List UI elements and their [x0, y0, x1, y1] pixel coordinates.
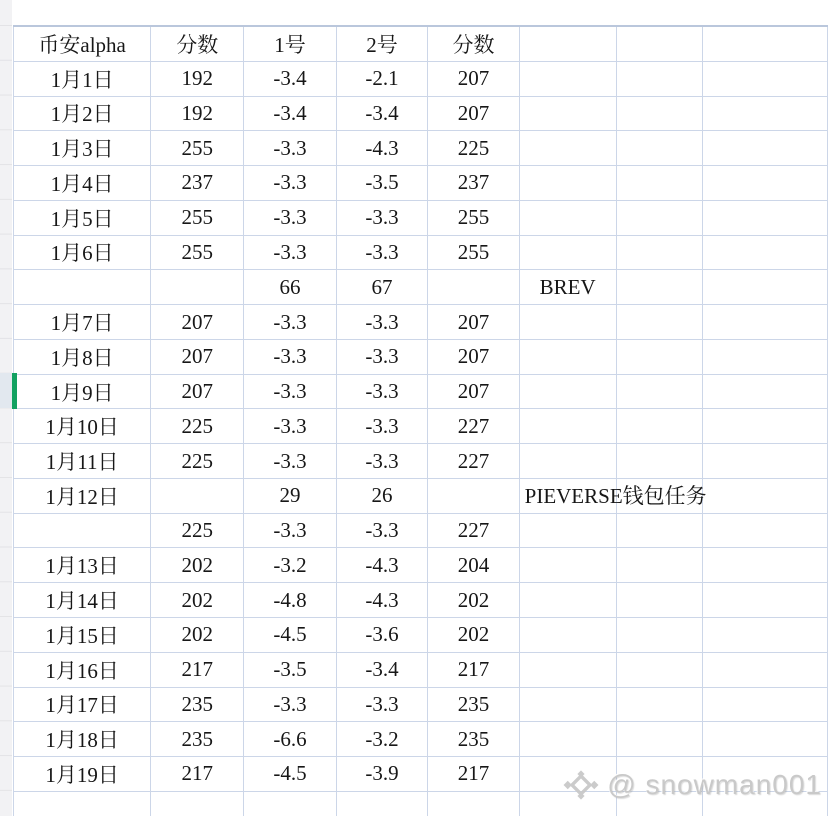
- date-cell[interactable]: 1月18日: [14, 722, 151, 757]
- table-cell[interactable]: -3.3: [336, 374, 428, 409]
- table-cell[interactable]: -4.5: [244, 618, 336, 653]
- table-row: [14, 166, 828, 201]
- table-cell[interactable]: 207: [428, 96, 519, 131]
- table-row: [14, 200, 828, 235]
- table-cell[interactable]: [519, 200, 616, 235]
- date-cell[interactable]: 1月11日: [14, 444, 151, 479]
- table-cell[interactable]: 237: [151, 166, 244, 201]
- table-row: [14, 478, 828, 513]
- table-cell[interactable]: -6.6: [244, 722, 336, 757]
- table-cell[interactable]: -3.5: [244, 652, 336, 687]
- table-cell[interactable]: [702, 513, 827, 548]
- table-row: [14, 409, 828, 444]
- table-body: [14, 61, 828, 816]
- table-cell[interactable]: -3.3: [336, 235, 428, 270]
- table-cell[interactable]: [616, 444, 702, 479]
- table-cell[interactable]: [616, 96, 702, 131]
- table-row: [14, 339, 828, 374]
- table-cell[interactable]: 192: [151, 96, 244, 131]
- table-cell[interactable]: BREV: [519, 270, 616, 305]
- table-cell[interactable]: [519, 339, 616, 374]
- table-cell[interactable]: 67: [336, 270, 428, 305]
- table-cell[interactable]: -3.3: [244, 131, 336, 166]
- table-cell[interactable]: -4.5: [244, 757, 336, 792]
- table-cell[interactable]: [702, 131, 827, 166]
- table-cell[interactable]: -3.3: [336, 444, 428, 479]
- date-cell[interactable]: 1月14日: [14, 583, 151, 618]
- table-header: [14, 26, 828, 61]
- table-cell[interactable]: 29: [244, 478, 336, 513]
- table-cell[interactable]: [616, 513, 702, 548]
- table-cell[interactable]: [151, 270, 244, 305]
- table-cell[interactable]: [519, 409, 616, 444]
- table-cell[interactable]: 217: [428, 652, 519, 687]
- table-cell[interactable]: [702, 270, 827, 305]
- date-cell[interactable]: 1月16日: [14, 652, 151, 687]
- table-cell[interactable]: -4.8: [244, 583, 336, 618]
- table-cell[interactable]: -3.3: [244, 166, 336, 201]
- table-cell[interactable]: [616, 409, 702, 444]
- table-cell[interactable]: [702, 96, 827, 131]
- table-cell[interactable]: -3.3: [244, 305, 336, 340]
- table-cell[interactable]: [616, 687, 702, 722]
- table-cell[interactable]: 235: [428, 722, 519, 757]
- table-cell[interactable]: [519, 548, 616, 583]
- table-cell[interactable]: [702, 444, 827, 479]
- column-header-cell[interactable]: [616, 26, 702, 61]
- table-cell[interactable]: 26: [336, 478, 428, 513]
- table-cell[interactable]: -4.3: [336, 583, 428, 618]
- table-row: [14, 61, 828, 96]
- table-cell[interactable]: [702, 618, 827, 653]
- table-cell[interactable]: -3.3: [244, 200, 336, 235]
- date-cell[interactable]: 1月2日: [14, 96, 151, 131]
- column-header-cell[interactable]: [519, 26, 616, 61]
- table-row: [14, 444, 828, 479]
- table-cell[interactable]: [702, 722, 827, 757]
- table-row: [14, 687, 828, 722]
- date-cell[interactable]: 1月15日: [14, 618, 151, 653]
- table-cell[interactable]: [428, 270, 519, 305]
- table-cell[interactable]: -3.2: [336, 722, 428, 757]
- table-cell[interactable]: -2.1: [336, 61, 428, 96]
- table-cell[interactable]: [616, 757, 702, 792]
- table-cell[interactable]: -3.3: [244, 339, 336, 374]
- table-cell[interactable]: [702, 409, 827, 444]
- date-cell[interactable]: [14, 270, 151, 305]
- table-cell[interactable]: [519, 444, 616, 479]
- table-cell[interactable]: [519, 687, 616, 722]
- spreadsheet-table: [13, 25, 828, 816]
- table-cell[interactable]: -3.3: [244, 687, 336, 722]
- table-row: [14, 618, 828, 653]
- date-cell[interactable]: 1月4日: [14, 166, 151, 201]
- date-cell[interactable]: [14, 513, 151, 548]
- table-cell[interactable]: -3.3: [336, 409, 428, 444]
- table-cell[interactable]: -3.4: [336, 96, 428, 131]
- date-cell[interactable]: 1月7日: [14, 305, 151, 340]
- table-cell[interactable]: 204: [428, 548, 519, 583]
- date-cell[interactable]: 1月3日: [14, 131, 151, 166]
- table-cell[interactable]: [336, 791, 428, 816]
- table-cell[interactable]: [702, 235, 827, 270]
- table-cell[interactable]: [519, 722, 616, 757]
- table-cell[interactable]: 202: [151, 583, 244, 618]
- date-cell[interactable]: 1月12日: [14, 478, 151, 513]
- table-cell[interactable]: 235: [151, 722, 244, 757]
- table-row: [14, 96, 828, 131]
- table-cell[interactable]: [244, 791, 336, 816]
- table-row: [14, 374, 828, 409]
- table-cell[interactable]: [428, 791, 519, 816]
- table-cell[interactable]: 225: [151, 513, 244, 548]
- table-cell[interactable]: -3.3: [244, 444, 336, 479]
- table-row: [14, 583, 828, 618]
- table-cell[interactable]: 207: [151, 339, 244, 374]
- table-row: [14, 513, 828, 548]
- table-row: [14, 791, 828, 816]
- table-cell[interactable]: 235: [428, 687, 519, 722]
- table-cell[interactable]: -3.4: [244, 61, 336, 96]
- table-cell[interactable]: -3.2: [244, 548, 336, 583]
- table-cell[interactable]: -3.5: [336, 166, 428, 201]
- table-cell[interactable]: 217: [428, 757, 519, 792]
- table-cell[interactable]: 255: [428, 235, 519, 270]
- table-cell[interactable]: -3.3: [336, 513, 428, 548]
- table-cell[interactable]: 207: [428, 339, 519, 374]
- table-cell[interactable]: [616, 305, 702, 340]
- table-cell[interactable]: [519, 757, 616, 792]
- table-cell[interactable]: [702, 791, 827, 816]
- table-cell[interactable]: -3.3: [244, 409, 336, 444]
- table-cell[interactable]: 235: [151, 687, 244, 722]
- table-cell[interactable]: [616, 166, 702, 201]
- table-cell[interactable]: 227: [428, 409, 519, 444]
- table-cell[interactable]: [616, 61, 702, 96]
- table-cell[interactable]: 255: [428, 200, 519, 235]
- table-cell[interactable]: -3.3: [244, 374, 336, 409]
- table-cell[interactable]: 225: [151, 444, 244, 479]
- table-cell[interactable]: [616, 583, 702, 618]
- table-cell[interactable]: [702, 548, 827, 583]
- date-cell[interactable]: 1月1日: [14, 61, 151, 96]
- table-cell[interactable]: [519, 235, 616, 270]
- table-row: [14, 548, 828, 583]
- table-row: [14, 305, 828, 340]
- table-cell[interactable]: 66: [244, 270, 336, 305]
- table-cell[interactable]: [519, 513, 616, 548]
- table-cell[interactable]: [616, 791, 702, 816]
- table-cell[interactable]: [616, 200, 702, 235]
- table-row: [14, 235, 828, 270]
- table-cell[interactable]: [702, 687, 827, 722]
- table-cell[interactable]: 255: [151, 131, 244, 166]
- date-cell[interactable]: 1月6日: [14, 235, 151, 270]
- table-cell[interactable]: -3.3: [336, 200, 428, 235]
- table-cell[interactable]: 202: [428, 583, 519, 618]
- table-cell[interactable]: -3.3: [336, 339, 428, 374]
- table-cell[interactable]: [702, 478, 827, 513]
- table-cell[interactable]: -3.4: [244, 96, 336, 131]
- table-cell[interactable]: -3.3: [336, 687, 428, 722]
- date-cell[interactable]: 1月13日: [14, 548, 151, 583]
- table-cell[interactable]: [519, 166, 616, 201]
- column-header-cell[interactable]: 2号: [336, 26, 428, 61]
- table-cell[interactable]: [151, 478, 244, 513]
- table-cell[interactable]: 225: [428, 131, 519, 166]
- table-row: [14, 270, 828, 305]
- table-cell[interactable]: [519, 96, 616, 131]
- table-cell[interactable]: 255: [151, 200, 244, 235]
- table-cell[interactable]: [616, 235, 702, 270]
- date-cell[interactable]: 1月19日: [14, 757, 151, 792]
- table-cell[interactable]: [519, 131, 616, 166]
- watermark-handle: @ snowman001: [607, 769, 822, 800]
- table-cell[interactable]: [702, 757, 827, 792]
- column-header-cell[interactable]: 1号: [244, 26, 336, 61]
- table-cell[interactable]: [428, 478, 519, 513]
- table-row: [14, 722, 828, 757]
- table-cell[interactable]: [702, 374, 827, 409]
- date-cell[interactable]: [14, 791, 151, 816]
- column-header-cell[interactable]: 分数: [428, 26, 519, 61]
- table-cell[interactable]: -3.3: [336, 305, 428, 340]
- table-cell[interactable]: -3.6: [336, 618, 428, 653]
- table-cell[interactable]: 225: [151, 409, 244, 444]
- table-cell[interactable]: 227: [428, 444, 519, 479]
- table-cell[interactable]: [702, 305, 827, 340]
- table-cell[interactable]: [616, 339, 702, 374]
- table-cell[interactable]: -4.3: [336, 548, 428, 583]
- table-cell[interactable]: [702, 61, 827, 96]
- table-cell[interactable]: -3.4: [336, 652, 428, 687]
- table-cell[interactable]: [616, 131, 702, 166]
- table-cell[interactable]: [702, 200, 827, 235]
- table-cell[interactable]: [519, 305, 616, 340]
- table-cell[interactable]: [702, 339, 827, 374]
- table-cell[interactable]: 202: [151, 618, 244, 653]
- table-cell[interactable]: [702, 166, 827, 201]
- table-cell[interactable]: 217: [151, 652, 244, 687]
- table-cell[interactable]: -4.3: [336, 131, 428, 166]
- date-cell[interactable]: 1月10日: [14, 409, 151, 444]
- date-cell[interactable]: 1月8日: [14, 339, 151, 374]
- table-cell[interactable]: [702, 583, 827, 618]
- table-cell[interactable]: [519, 618, 616, 653]
- table-cell[interactable]: [616, 270, 702, 305]
- table-cell[interactable]: [702, 652, 827, 687]
- table-cell[interactable]: [151, 791, 244, 816]
- table-cell[interactable]: 207: [151, 374, 244, 409]
- table-cell[interactable]: 207: [428, 61, 519, 96]
- table-cell[interactable]: [519, 652, 616, 687]
- note-text: PIEVERSE钱包任务: [524, 483, 707, 508]
- table-cell[interactable]: 227: [428, 513, 519, 548]
- table-cell[interactable]: 207: [428, 305, 519, 340]
- table-cell[interactable]: 202: [428, 618, 519, 653]
- table-cell[interactable]: -3.9: [336, 757, 428, 792]
- table-cell[interactable]: -3.3: [244, 513, 336, 548]
- table-cell[interactable]: [519, 61, 616, 96]
- table-cell[interactable]: 207: [151, 305, 244, 340]
- table-cell[interactable]: [519, 791, 616, 816]
- column-header-cell[interactable]: 分数: [151, 26, 244, 61]
- table-cell[interactable]: [616, 722, 702, 757]
- table-cell[interactable]: 202: [151, 548, 244, 583]
- table-cell[interactable]: [616, 652, 702, 687]
- table-cell[interactable]: 217: [151, 757, 244, 792]
- table-cell[interactable]: [616, 548, 702, 583]
- table-row: [14, 757, 828, 792]
- table-cell[interactable]: [519, 478, 707, 513]
- table-row: [14, 131, 828, 166]
- table-cell[interactable]: 207: [428, 374, 519, 409]
- header-row: [14, 26, 828, 61]
- selected-row-gutter-highlight: [0, 373, 12, 408]
- column-header-cell[interactable]: 币安alpha: [14, 26, 151, 61]
- date-cell[interactable]: 1月17日: [14, 687, 151, 722]
- date-cell[interactable]: 1月9日: [14, 374, 151, 409]
- table-cell[interactable]: [519, 374, 616, 409]
- table-cell[interactable]: 237: [428, 166, 519, 201]
- table-cell[interactable]: 255: [151, 235, 244, 270]
- date-cell[interactable]: 1月5日: [14, 200, 151, 235]
- table-cell[interactable]: [616, 618, 702, 653]
- table-cell[interactable]: 192: [151, 61, 244, 96]
- table-cell[interactable]: [519, 583, 616, 618]
- column-header-cell[interactable]: [702, 26, 827, 61]
- table-row: [14, 652, 828, 687]
- table-cell[interactable]: [616, 374, 702, 409]
- table-cell[interactable]: -3.3: [244, 235, 336, 270]
- row-selection-indicator: [12, 373, 17, 409]
